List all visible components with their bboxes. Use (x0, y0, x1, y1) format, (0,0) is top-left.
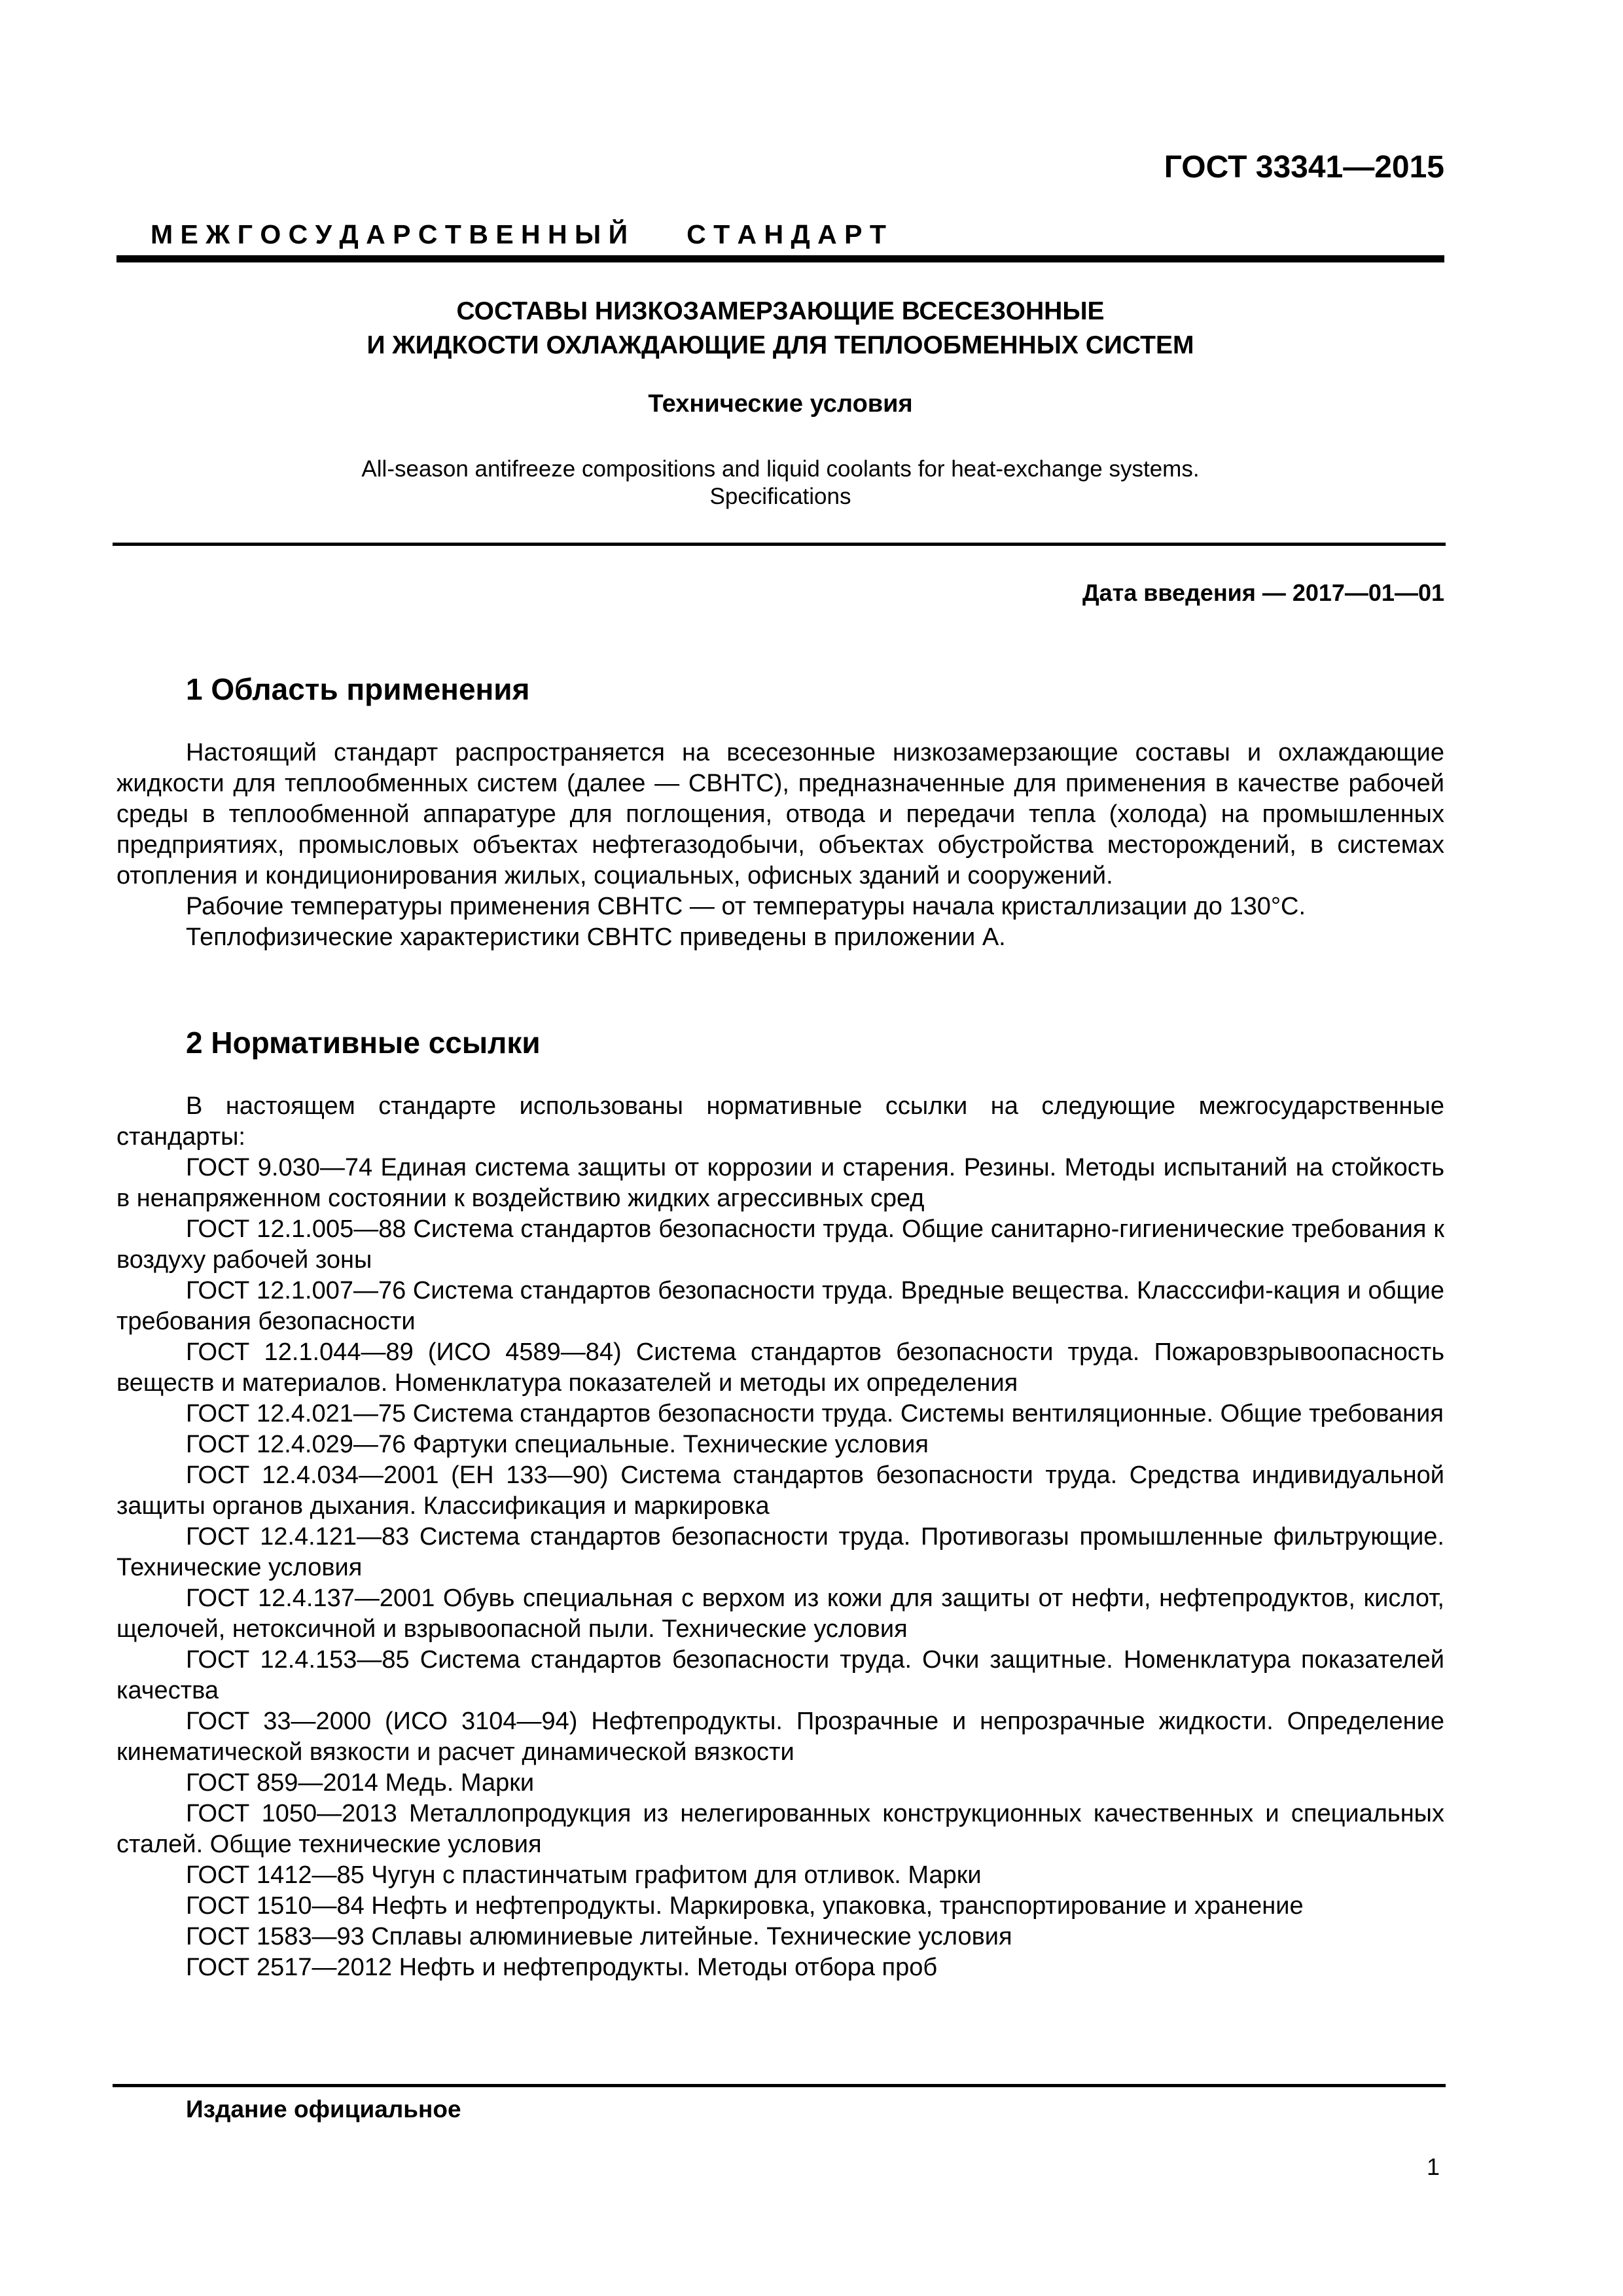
reference-item: ГОСТ 859—2014 Медь. Марки (186, 1769, 535, 1797)
reference-item: ГОСТ 12.4.121—83 Система стандартов безопасности труда. Противогазы промышленные фильтрующие. Технические условия (116, 1523, 1444, 1581)
document-title (116, 295, 1444, 363)
reference-item: ГОСТ 2517—2012 Нефть и нефтепродукты. Методы отбора проб (186, 1954, 938, 1981)
header-divider (116, 255, 1444, 262)
standard-number: ГОСТ 33341—2015 (1164, 150, 1444, 185)
interstate-standard-banner (151, 219, 886, 250)
reference-item: ГОСТ 12.4.137—2001 Обувь специальная с верхом из кожи для защиты от нефти, нефтепродуктов, кислот, щелочей, нетоксичной и взрывоопасной пыли. Технические условия (116, 1585, 1444, 1643)
title-line-2: И ЖИДКОСТИ ОХЛАЖДАЮЩИЕ ДЛЯ ТЕПЛООБМЕННЫХ СИСТЕМ (366, 331, 1194, 359)
reference-item: ГОСТ 12.1.005—88 Система стандартов безопасности труда. Общие санитарно-гигиенические требования к воздуху рабочей зоны (116, 1215, 1444, 1274)
section-1-body (116, 738, 1444, 953)
reference-item: ГОСТ 9.030—74 Единая система защиты от коррозии и старения. Резины. Методы испытаний на стойкость в ненапряженном состоянии к воздействию жидких агрессивных сред (116, 1154, 1444, 1212)
reference-item: ГОСТ 12.4.034—2001 (ЕН 133—90) Система стандартов безопасности труда. Средства индивидуальной защиты органов дыхания. Классификация и маркировка (116, 1462, 1444, 1520)
official-edition-label: Издание официальное (186, 2096, 461, 2123)
title-line-1: СОСТАВЫ НИЗКОЗАМЕРЗАЮЩИЕ ВСЕСЕЗОННЫЕ (456, 297, 1105, 325)
interstate-word: М Е Ж Г О С У Д А Р С Т В Е Н Н Ы Й (151, 219, 628, 249)
reference-item: ГОСТ 1510—84 Нефть и нефтепродукты. Маркировка, упаковка, транспортирование и хранение (186, 1892, 1304, 1920)
paragraph: Теплофизические характеристики СВНТС приведены в приложении А. (186, 924, 1006, 951)
paragraph: Настоящий стандарт распространяется на всесезонные низкозамерзающие составы и охлаждающие жидкости для теплообменных систем (далее — СВНТС), предназначенные для применения в качестве рабочей среды в теплообменной аппаратуре для поглощения, отвода и передачи тепла (холода) на промышленных предприятиях, промысловых объектах нефтегазодобычи, объектах обустройства месторождений, в системах отопления и кондиционирования жилых, социальных, офисных зданий и сооружений. (116, 739, 1444, 889)
reference-item: ГОСТ 12.4.153—85 Система стандартов безопасности труда. Очки защитные. Номенклатура показателей качества (116, 1646, 1444, 1704)
reference-item: ГОСТ 33—2000 (ИСО 3104—94) Нефтепродукты. Прозрачные и непрозрачные жидкости. Определение кинематической вязкости и расчет динамической вязкости (116, 1708, 1444, 1766)
reference-item: ГОСТ 12.4.029—76 Фартуки специальные. Технические условия (186, 1431, 929, 1458)
paragraph: В настоящем стандарте использованы нормативные ссылки на следующие межгосударственные стандарты: (116, 1092, 1444, 1151)
reference-item: ГОСТ 12.4.021—75 Система стандартов безопасности труда. Системы вентиляционные. Общие требования (186, 1400, 1444, 1427)
footer-divider (113, 2084, 1446, 2087)
reference-item: ГОСТ 12.1.044—89 (ИСО 4589—84) Система стандартов безопасности труда. Пожаровзрывоопасность веществ и материалов. Номенклатура показателей и методы их определения (116, 1338, 1444, 1397)
section-2-heading: 2 Нормативные ссылки (186, 1026, 541, 1060)
page-number: 1 (1426, 2153, 1440, 2180)
section-2-body (116, 1091, 1444, 1983)
reference-item: ГОСТ 1412—85 Чугун с пластинчатым графитом для отливок. Марки (186, 1861, 982, 1889)
date-of-introduction: Дата введения — 2017—01—01 (1082, 579, 1444, 606)
english-title (116, 456, 1444, 511)
paragraph: Рабочие температуры применения СВНТС — от температуры начала кристаллизации до 130°С. (186, 893, 1306, 920)
section-1-heading: 1 Область применения (186, 672, 530, 706)
document-subtitle: Технические условия (648, 390, 913, 418)
title-divider (113, 543, 1446, 546)
reference-item: ГОСТ 1583—93 Сплавы алюминиевые литейные. Технические условия (186, 1923, 1012, 1950)
english-title-line-1: All-season antifreeze compositions and liquid coolants for heat-exchange systems. (361, 456, 1200, 482)
english-title-line-2: Specifications (709, 484, 851, 509)
reference-item: ГОСТ 12.1.007—76 Система стандартов безопасности труда. Вредные вещества. Класссифи-кация и общие требования безопасности (116, 1277, 1444, 1335)
reference-item: ГОСТ 1050—2013 Металлопродукция из нелегированных конструкционных качественных и специальных сталей. Общие технические условия (116, 1800, 1444, 1858)
standard-word: С Т А Н Д А Р Т (687, 219, 886, 249)
